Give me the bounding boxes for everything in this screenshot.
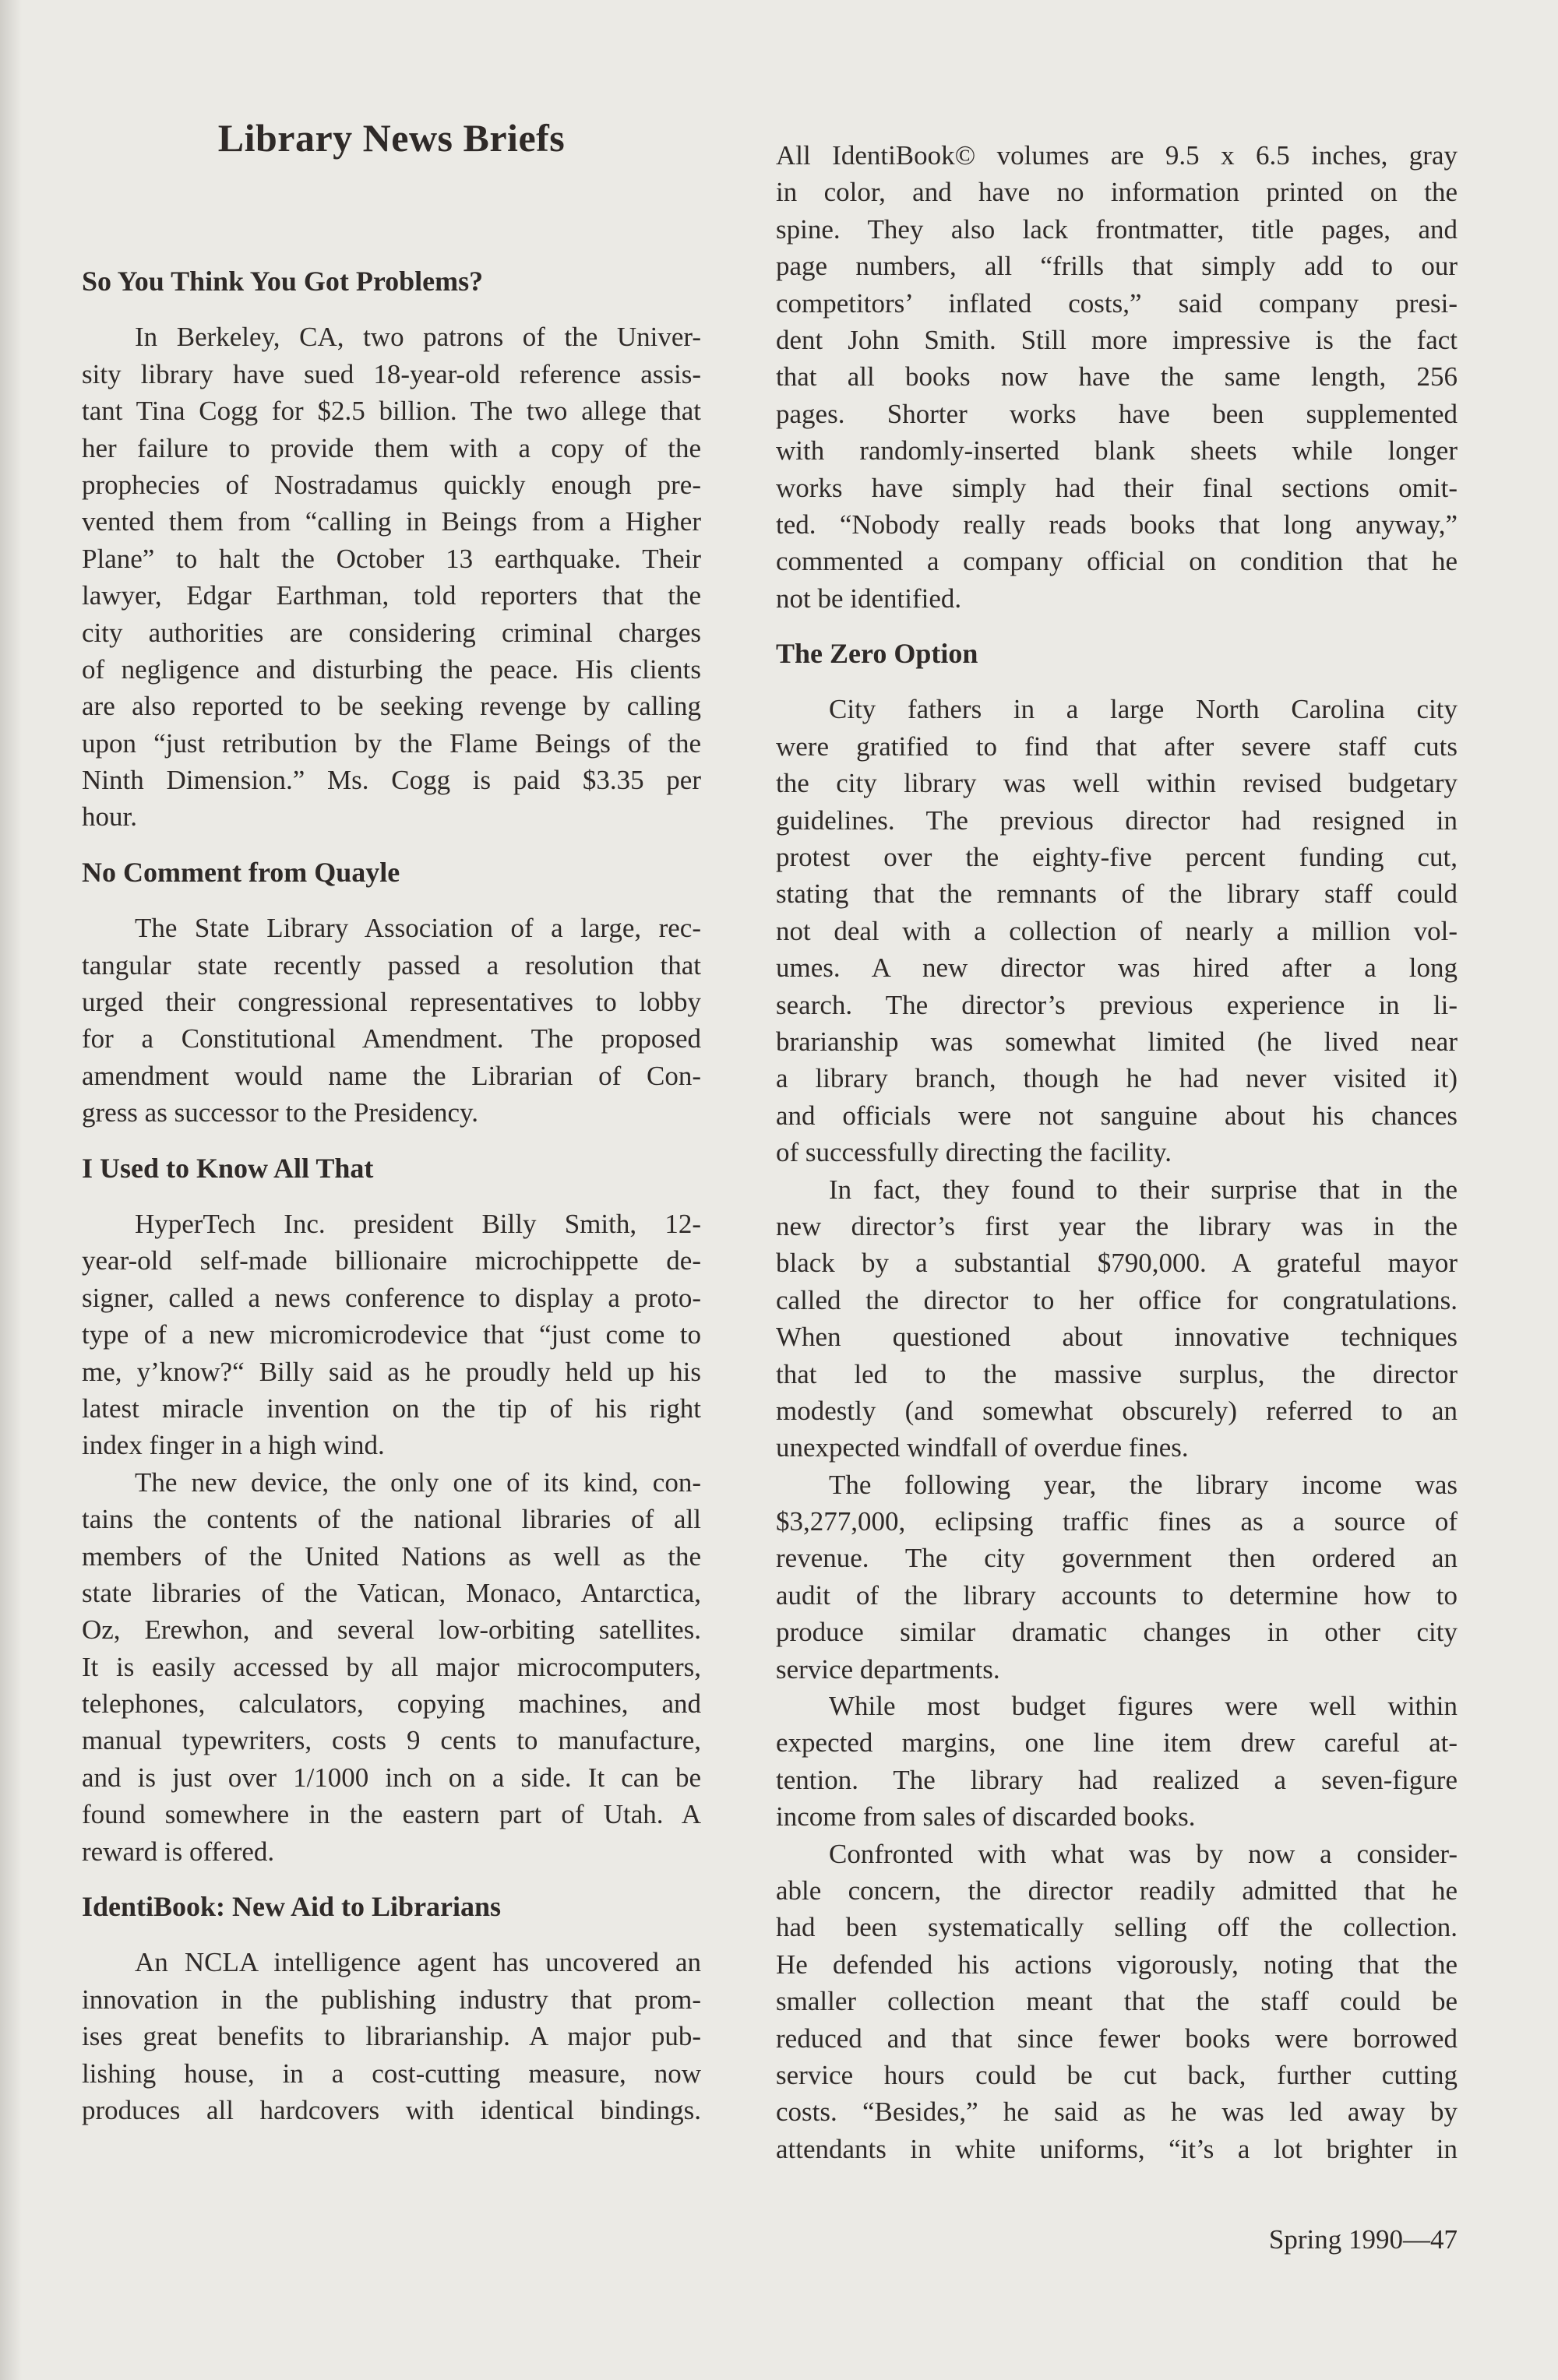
text-line: manual typewriters, costs 9 cents to manufacture, [82,1725,701,1756]
text-line: spine. They also lack frontmatter, title pages, and [776,213,1458,245]
text-line: service departments. [776,1653,1000,1685]
text-line: hour. [82,801,137,833]
text-line: able concern, the director readily admitted that he [776,1875,1458,1906]
text-line: state libraries of the Vatican, Monaco, Antarctica, [82,1577,701,1608]
text-line: lawyer, Edgar Earthman, told reporters that the [82,580,701,611]
page-footer: Spring 1990—47 [1268,2224,1458,2255]
text-line: that led to the massive surplus, the director [776,1358,1458,1389]
text-line: not deal with a collection of nearly a million vol- [776,915,1458,946]
paragraph [776,137,1458,617]
text-line: Plane” to halt the October 13 earthquake. Their [82,543,701,574]
paragraph [82,319,701,835]
text-line: signer, called a news conference to display a proto- [82,1282,701,1313]
text-line: in color, and have no information printed on the [776,177,1458,208]
text-line: income from sales of discarded books. [776,1801,1196,1833]
text-line: called the director to her office for congratulations. [776,1284,1458,1315]
text-line: Confronted with what was by now a consider- [829,1838,1458,1869]
text-line: had been systematically selling off the collection. [776,1912,1458,1943]
text-line: commented a company official on condition that he [776,546,1458,577]
text-line: me, y’know?“ Billy said as he proudly held up his [82,1356,701,1387]
text-line: her failure to provide them with a copy of the [82,432,701,463]
text-line: vented them from “calling in Beings from a Higher [82,506,701,537]
text-line: black by a substantial $790,000. A grateful mayor [776,1248,1458,1279]
text-line: HyperTech Inc. president Billy Smith, 12- [135,1208,701,1239]
text-line: Ninth Dimension.” Ms. Cogg is paid $3.35 per [82,765,701,796]
right-column [776,137,1458,2167]
text-line: the city library was well within revised budgetary [776,768,1458,799]
text-line: upon “just retribution by the Flame Beings of the [82,727,701,759]
text-line: In Berkeley, CA, two patrons of the Univer- [135,322,701,353]
text-line: and officials were not sanguine about his chances [776,1100,1458,1131]
text-line: city authorities are considering criminal charges [82,617,701,648]
text-line: that all books now have the same length, 256 [776,361,1458,393]
paragraph [82,1464,701,1870]
text-line: ted. “Nobody really reads books that long anyway,” [776,509,1458,540]
paragraph [776,1466,1458,1688]
text-line: dent John Smith. Still more impressive is the fact [776,324,1458,355]
text-line: smaller collection meant that the staff could be [776,1986,1458,2017]
text-line: stating that the remnants of the library staff could [776,878,1458,910]
text-line: The State Library Association of a large, rec- [135,913,701,944]
text-line: brarianship was somewhat limited (he lived near [776,1026,1458,1057]
text-line: protest over the eighty-five percent funding cut, [776,842,1458,873]
text-line: of successfully directing the facility. [776,1137,1172,1168]
section-heading: The Zero Option [776,638,978,670]
paragraph [82,1206,701,1464]
text-line: not be identified. [776,583,962,614]
paragraph [82,1944,701,2128]
text-line: Oz, Erewhon, and several low-orbiting satellites. [82,1614,701,1646]
section-heading: IdentiBook: New Aid to Librarians [82,1891,502,1923]
text-line: City fathers in a large North Carolina city [829,694,1458,725]
text-line: All IdentiBook© volumes are 9.5 x 6.5 inches, gray [776,140,1458,171]
text-line: works have simply had their final sections omit- [776,472,1458,503]
text-line: are also reported to be seeking revenge by calling [82,691,701,722]
text-line: with randomly-inserted blank sheets while longer [776,435,1458,466]
text-line: tant Tina Cogg for $2.5 billion. The two allege that [82,396,701,427]
text-line: were gratified to find that after severe staff cuts [776,731,1458,762]
text-line: prophecies of Nostradamus quickly enough pre- [82,469,701,500]
text-line: telephones, calculators, copying machines, and [82,1688,701,1720]
text-line: pages. Shorter works have been supplemented [776,398,1458,429]
page-edge-shadow [0,0,22,2380]
text-line: audit of the library accounts to determine how to [776,1579,1458,1611]
text-line: of negligence and disturbing the peace. His clients [82,653,701,685]
text-line: type of a new micromicrodevice that “just come to [82,1319,701,1350]
text-line: costs. “Besides,” he said as he was led away by [776,2097,1458,2128]
text-line: and is just over 1/1000 inch on a side. It can be [82,1762,701,1793]
section-heading: No Comment from Quayle [82,856,400,888]
text-line: page numbers, all “frills that simply add to our [776,251,1458,282]
text-line: produces all hardcovers with identical bindings. [82,2094,701,2125]
text-line: found somewhere in the eastern part of Utah. A [82,1799,701,1830]
text-line: tention. The library had realized a seven-figure [776,1764,1458,1795]
text-line: In fact, they found to their surprise that in the [829,1174,1458,1205]
text-line: modestly (and somewhat obscurely) referred to an [776,1395,1458,1426]
text-line: When questioned about innovative techniques [776,1322,1458,1353]
text-line: He defended his actions vigorously, noting that the [776,1949,1458,1980]
text-line: While most budget figures were well within [829,1691,1458,1722]
paragraph [776,1688,1458,1836]
text-line: umes. A new director was hired after a long [776,952,1458,984]
text-line: innovation in the publishing industry that prom- [82,1984,701,2015]
text-line: produce similar dramatic changes in other city [776,1617,1458,1648]
text-line: The following year, the library income was [829,1469,1458,1500]
text-line: attendants in white uniforms, “it’s a lot brighter in [776,2133,1458,2164]
paragraph [776,691,1458,1171]
text-line: ises great benefits to librarianship. A major pub- [82,2021,701,2052]
text-line: It is easily accessed by all major microcomputers, [82,1651,701,1682]
text-line: revenue. The city government then ordered an [776,1543,1458,1574]
text-line: gress as successor to the Presidency. [82,1097,478,1128]
text-line: new director’s first year the library was in the [776,1210,1458,1241]
text-line: tangular state recently passed a resolution that [82,949,701,981]
text-line: $3,277,000, eclipsing traffic fines as a source of [776,1506,1458,1537]
paragraph [776,1171,1458,1466]
text-line: for a Constitutional Amendment. The proposed [82,1023,701,1054]
text-line: members of the United Nations as well as the [82,1540,701,1572]
text-line: sity library have sued 18-year-old reference assis- [82,358,701,389]
left-column [82,263,701,2128]
text-line: tains the contents of the national libraries of all [82,1504,701,1535]
text-line: expected margins, one line item drew careful at- [776,1727,1458,1759]
text-line: amendment would name the Librarian of Con- [82,1060,701,1091]
section-heading: I Used to Know All That [82,1152,374,1184]
text-line: unexpected windfall of overdue fines. [776,1432,1189,1463]
text-line: index finger in a high wind. [82,1430,385,1461]
text-line: latest miracle invention on the tip of his right [82,1392,701,1424]
text-line: search. The director’s previous experience in li- [776,989,1458,1020]
text-line: reward is offered. [82,1836,275,1867]
text-line: year-old self-made billionaire microchippette de- [82,1245,701,1276]
text-line: urged their congressional representatives to lobby [82,987,701,1018]
text-line: a library branch, though he had never visited it) [776,1063,1458,1094]
text-line: service hours could be cut back, further cutting [776,2059,1458,2090]
text-line: reduced and that since fewer books were borrowed [776,2023,1458,2054]
text-line: competitors’ inflated costs,” said company presi- [776,287,1458,319]
paragraph [776,1836,1458,2168]
text-line: An NCLA intelligence agent has uncovered an [135,1947,701,1978]
paragraph [82,910,701,1131]
text-line: lishing house, in a cost-cutting measure, now [82,2058,701,2089]
section-heading: So You Think You Got Problems? [82,266,484,297]
page-title: Library News Briefs [217,116,566,160]
text-line: The new device, the only one of its kind, con- [135,1466,701,1498]
text-line: guidelines. The previous director had resigned in [776,804,1458,836]
